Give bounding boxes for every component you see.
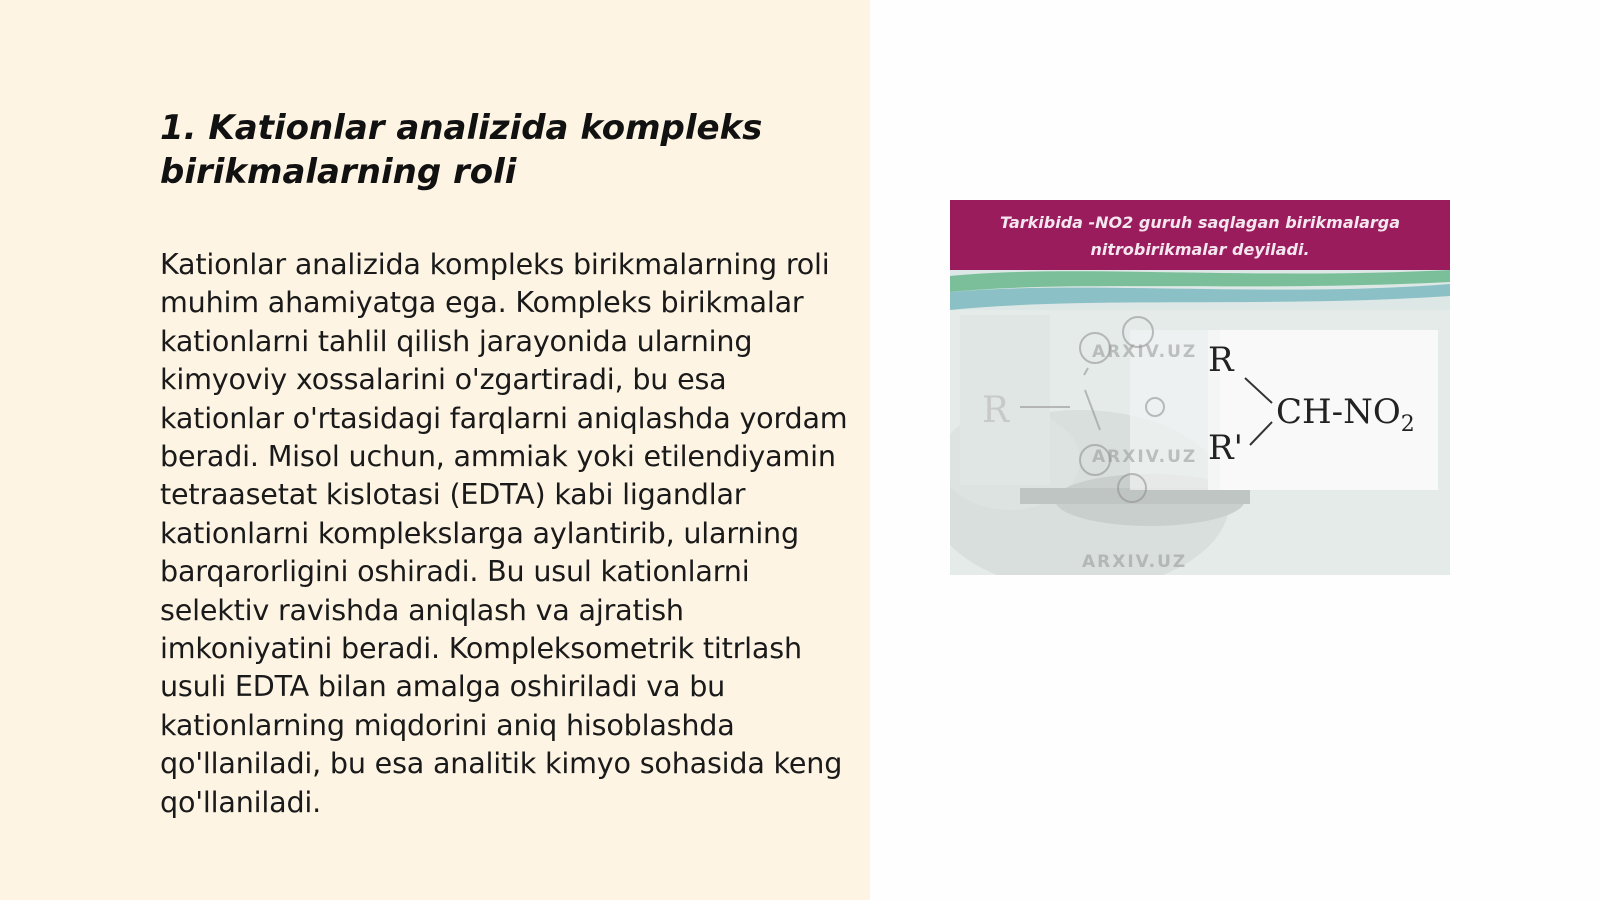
watermark-top: ARXIV.UZ	[1092, 342, 1198, 362]
nitro-compound-image	[950, 200, 1450, 575]
r-group-top: R	[1208, 340, 1234, 380]
watermark-middle: ARXIV.UZ	[1092, 447, 1198, 467]
figure-banner	[950, 200, 1450, 270]
formula-main: CH-NO	[1276, 392, 1401, 432]
faded-r-label: R	[982, 390, 1010, 431]
slide-heading: 1. Kationlar analizida kompleks birikmalarning roli	[160, 108, 763, 192]
formula-subscript: 2	[1400, 412, 1415, 437]
slide-body-text: Kationlar analizida kompleks birikmalarning roli muhim ahamiyatga ega. Kompleks birikmalar kationlarni tahlil qilish jarayonida ularning kimyoviy xossalarini o'zgartiradi, bu esa kationlar o'rtasidagi farqlarni aniqlashda yordam beradi. Misol uchun, ammiak yoki etilendiyamin tetraasetat kislotasi (EDTA) kabi ligandlar kationlarni komplekslarga aylantirib, ularning barqarorligini oshiradi. Bu usul kationlarni selektiv ravishda aniqlash va ajratish imkoniyatini beradi. Kompleksometrik titrlash usuli EDTA bilan amalga oshiriladi va bu kationlarning miqdorini aniq hisoblashda qo'llaniladi, bu esa analitik kimyo sohasida keng qo'llaniladi.	[160, 247, 848, 819]
figure-banner-text: Tarkibida -NO2 guruh saqlagan birikmalarga nitrobirikmalar deyiladi.	[999, 213, 1401, 259]
r-group-bottom: R'	[1208, 428, 1243, 468]
watermark-bottom: ARXIV.UZ	[1082, 552, 1188, 572]
nitro-formula	[1276, 392, 1415, 437]
